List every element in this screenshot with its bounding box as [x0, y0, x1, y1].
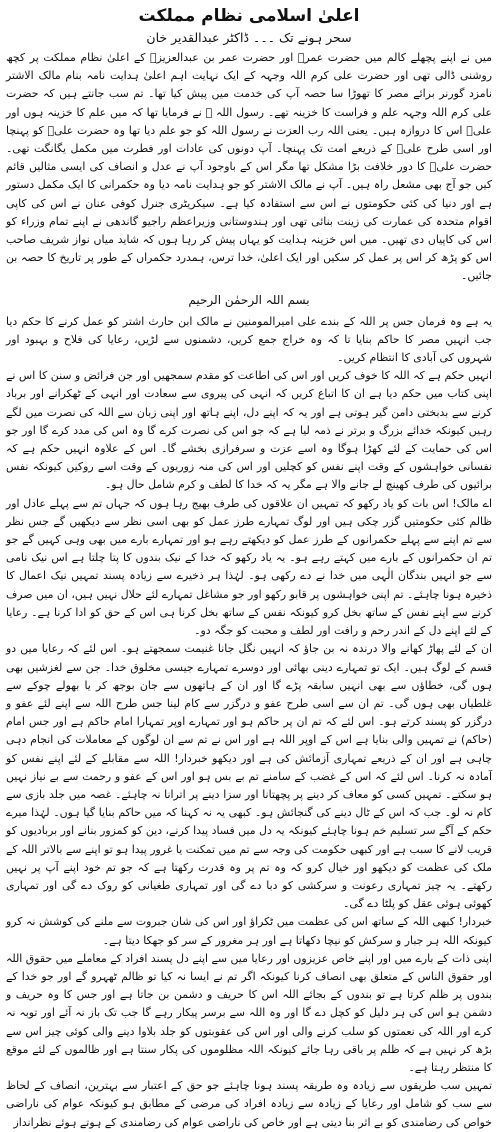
body-paragraph: اے مالک! اس بات کو یاد رکھو کہ تمہیں ان علاقوں کی طرف بھیج رہا ہوں کہ جہاں تم سے پہلے عادل اور ظالم کئی حکومتیں گزر چکی ہیں اور لوگ تمہارے طرز عمل کو بھی اسی نظر سے دیکھیں گے جس نظر سے تم اپنے سے پہلے حکمرانوں کے طرز عمل کو دیکھتے رہے ہو اور تمہارے بارے میں بھی وہی کہیں گے جو تم ان حکمرانوں کے بارے میں کہتے رہے ہو۔ یہ یاد رکھو کہ خدا کے نیک بندوں کا پتا چلتا ہے اس نیک نامی سے جو انہیں بندگان الٰہی میں خدا نے دے رکھی ہو۔ لہٰذا ہر ذخیرے سے زیادہ پسند تمہیں نیک اعمال کا ذخیرہ ہونا چاہئے۔ تم اپنی خواہشوں پر قابو رکھو اور جو مشاغل تمہارے لئے حلال نہیں ہیں، ان میں صرف کرنے سے اپنے نفس کے ساتھ بخل کرو کیونکہ نفس کے ساتھ بخل کرنا ہی اس کے حق کو ادا کرنا ہے۔ رعایا کے لئے اپنے دل کے اندر رحم و رافت اور لطف و محبت کو جگہ دو۔ [6, 496, 492, 638]
column-byline: سحر ہونے تک ۔۔۔ ڈاکٹر عبدالقدیر خان [146, 30, 352, 45]
column-headline: اعلیٰ اسلامی نظام مملکت [138, 6, 360, 26]
body-paragraph: اپنی ذات کے بارے میں اور اپنے خاص عزیزوں اور رعایا میں سے اپنے دل پسند افراد کے معاملے میں حقوق اللہ اور حقوق الناس کے متعلق بھی انصاف کرنا کیونکہ اگر تم نے ایسا نہ کیا تو ظالم ٹھہرو گے اور جو خدا کے بندوں پر ظلم کرتا ہے تو بندوں کے بجائے اللہ اس کا حریف و دشمن بن جاتا ہے اور جس کا وہ حریف و دشمن ہو اس کی ہر دلیل کو کچل دے گا اور وہ اللہ سے برسر پیکار رہے گا جب تک باز نہ آئے اور توبہ نہ کرے اور اللہ کی نعمتوں کو سلب کرنے والی اور اس کی عقوبتوں کو جلد بلاوا دینے والی کوئی چیز اس سے بڑھ کر نہیں ہے کہ ظلم پر باقی رہا جائے کیونکہ اللہ مظلوموں کی پکار سنتا ہے اور ظالموں کے لئے موقع کا منتظر رہتا ہے۔ [6, 951, 492, 1074]
bismillah-heading: بسم اللہ الرحمٰن الرحیم [188, 292, 310, 307]
intro-paragraph: میں نے اپنے پچھلے کالم میں حضرت عمرؓ اور حضرت عمر بن عبدالعزیزؒ کے اعلیٰ نظام مملکت پر کچھ روشنی ڈالی تھی اور حضرت علی کرم اللہ وجہہ کے ایک نہایت اہم اعلیٰ ہدایت نامہ بنام مالک الاشتر نامزد گورنر برائے مصر کا تھوڑا سا حصہ آپ کی خدمت میں پیش کیا تھا۔ تم سب جانتے ہیں کہ حضرت علی کرم اللہ وجہہ علم و فراست کا خزینہ تھے۔ رسول اللہ ﷺ نے فرمایا تھا کہ میں علم کا خزینہ ہوں اور علیؓ اس کا دروازہ ہیں۔ یعنی اللہ رب العزت نے رسول اللہ کو جو علم دیا تھا وہ حضرت علیؓ کو پہنچا اور اسی طرح علیؓ کے ذریعے امت تک پہنچا۔ آپ دونوں کی عادات اور فطرت میں مکمل یگانگت تھی۔ حضرت علیؓ کا دور خلافت بڑا مشکل تھا مگر اس کے باوجود آپ نے عدل و انصاف کی ایسی مثالیں قائم کیں جو آج بھی مشعل راہ ہیں۔ آپ نے مالک الاشتر کو جو ہدایت نامہ دیا وہ حکمرانی کا ایک مکمل دستور ہے اور دنیا کی کئی حکومتوں نے اس سے استفادہ کیا ہے۔ سیکریٹری جنرل کوفی عنان نے اس کی کاپی اقوام متحدہ کی عمارت کی زینت بنائی تھی اور ہندوستانی وزیراعظم راجیو گاندھی نے اپنے تمام وزراء کو اس کی کاپیاں دی تھیں۔ میں اس خزینہ ہدایت کو یہاں پیش کر رہا ہوں کہ شاید میاں نواز شریف صاحب اس کو پڑھ کر اس پر عمل کر سکیں اور ایک اعلیٰ، خدا ترس، ہمدرد حکمراں کے طور پر تاریخ کا حصہ بن جائیں۔ [6, 51, 492, 283]
body-paragraph: تمہیں سب طریقوں سے زیادہ وہ طریقہ پسند ہونا چاہئے جو حق کے اعتبار سے بہترین، انصاف کے لحاظ سے سب کو شامل اور رعایا کے زیادہ سے زیادہ افراد کی مرضی کے مطابق ہو کیونکہ عوام کی ناراضی خواص کی رضامندی کو بے اثر بنا دیتی ہے اور خاص کی ناراضی عوام کی رضامندی کے ہوتے ہوئے نظرانداز [6, 1079, 492, 1129]
body-paragraph: انہیں حکم ہے کہ اللہ کا خوف کریں اور اس کی اطاعت کو مقدم سمجھیں اور جن فرائض و سنن کا اس نے اپنی کتاب میں حکم دیا ہے ان کا اتباع کریں کہ انہی کی پیروی سے سعادت اور انہی کے ٹھکرانے اور برباد کرنے سے بدبختی دامن گیر ہوتی ہے اور یہ کہ اپنے دل، اپنے ہاتھ اور اپنی زبان سے اللہ کی نصرت میں لگے رہیں کیونکہ خدائے بزرگ و برتر نے ذمہ لیا ہے کہ جو اس کی نصرت کرے گا وہ اس کی مدد کرے گا اور جو اس کی حمایت کے لئے کھڑا ہوگا وہ اسے عزت و سرفرازی بخشے گا۔ اس کے علاوہ انہیں حکم ہے کہ نفسانی خواہشوں کے وقت اپنے نفس کو کچلیں اور اس کی منہ زوریوں کے وقت اسے روکیں کیونکہ نفس برائیوں کی طرف کھینچ لے جانے والا ہے مگر یہ کہ خدا کا لطف و کرم شامل حال ہو۔ [6, 369, 492, 492]
body-paragraph: ان کے لئے پھاڑ کھانے والا درندہ نہ بن جاؤ کہ انہیں نگل جانا غنیمت سمجھتے ہو۔ اس لئے کہ رعایا میں دو قسم کے لوگ ہیں۔ ایک تو تمہارے دینی بھائی اور دوسرے تمہارے جیسی مخلوق خدا۔ جن سے لغزشیں بھی ہوں گی، خطاؤں سے بھی انہیں سابقہ پڑے گا اور ان کے ہاتھوں سے جان بوجھ کر یا بھولے چوکے سے غلطیاں بھی ہوں گی۔ تم ان سے اسی طرح عفو و درگزر سے کام لینا جس طرح اللہ سے اپنے لئے عفو و درگزر کو پسند کرتے ہو۔ اس لئے کہ تم ان پر حاکم ہو اور تمہارے اوپر تمہارا امام حاکم ہے اور جس امام (حاکم) نے تمہیں والی بنایا ہے اس کے اوپر اللہ ہے اور اس نے تم سے ان لوگوں کے معاملات کی انجام دہی چاہی ہے اور ان کے ذریعے تمہاری آزمائش کی ہے اور دیکھو خبردار! اللہ سے مقابلے کے لئے اپنے نفس کو آمادہ نہ کرنا۔ اس لئے کہ اس کے غضب کے سامنے تم بے بس ہو اور اس کے عفو و رحمت سے بے نیاز نہیں ہو سکتے۔ تمہیں کسی کو معاف کر دینے پر پچھتانا اور سزا دینے پر اترانا نہ چاہئے۔ غصہ میں جلد بازی سے کام نہ لو۔ جب کہ اس کے ٹال دینے کی گنجائش ہو۔ کبھی یہ نہ کہنا کہ میں حاکم بنایا گیا ہوں۔ لہٰذا میرے حکم کے آگے سر تسلیم خم ہونا چاہئے کیونکہ یہ دل میں فساد پیدا کرنے، دین کو کمزور بنانے اور بربادیوں کو قریب لانے کا سبب ہے اور کبھی حکومت کی وجہ سے تم میں تمکنت یا غرور پیدا ہو تو اپنے سے بالاتر اللہ کے ملک کی عظمت کو دیکھو اور خیال کرو کہ وہ تم پر وہ قدرت رکھتا ہے کہ جو تم خود اپنے آپ پر نہیں رکھتے۔ یہ چیز تمہاری رعونت و سرکشی کو دبا دے گی اور تمہاری طغیانی کو روک دے گی اور تمہاری کھوئی ہوئی عقل کو پلٹا دے گی۔ [6, 642, 492, 911]
body-paragraph: خبردار! کبھی اللہ کے ساتھ اس کی عظمت میں ٹکراؤ اور اس کی شان جبروت سے ملنے کی کوشش نہ کرو کیونکہ اللہ ہر جبار و سرکش کو نیچا دکھاتا ہے اور ہر مغرور کے سر کو جھکا دیتا ہے۔ [6, 915, 492, 947]
column-body [6, 49, 492, 1132]
body-paragraph: یہ ہے وہ فرمان جس پر اللہ کے بندے علی امیرالمومنین نے مالک ابن حارث اشتر کو عمل کرنے کا حکم دیا جب انہیں مصر کا حاکم بنایا تا کہ وہ خراج جمع کریں، دشمنوں سے لڑیں، رعایا کی فلاح و بہبود اور شہروں کی آبادی کا انتظام کریں۔ [6, 314, 492, 365]
